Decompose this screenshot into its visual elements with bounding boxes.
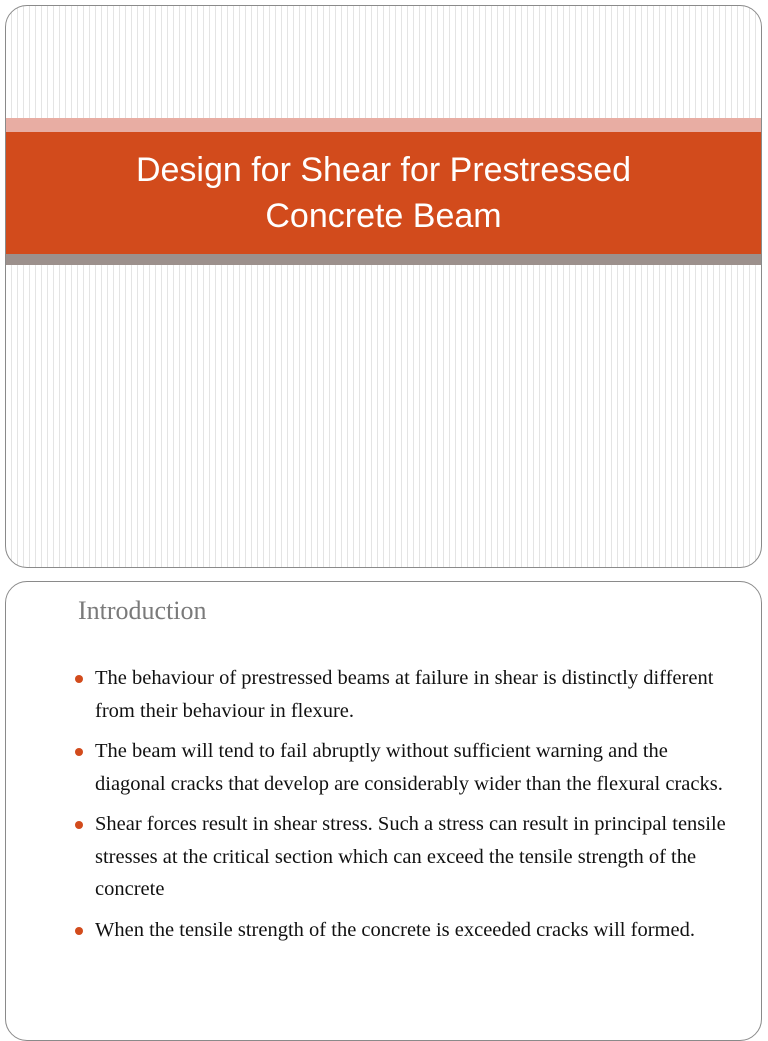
slide-heading: Introduction [78,596,207,625]
bullet-dot-icon [75,748,83,756]
bullet-text: The beam will tend to fail abruptly without sufficient warning and the diagonal cracks that develop are considerably wider than the flexural cracks. [95,740,723,795]
title-slide [5,5,762,568]
bullet-item [74,735,734,800]
bullet-item [74,662,734,727]
bullet-text: The behaviour of prestressed beams at failure in shear is distinctly different from their behaviour in flexure. [95,667,714,722]
bullet-item [74,914,734,947]
bullet-dot-icon [75,927,83,935]
bullet-text: Shear forces result in shear stress. Such a stress can result in principal tensile stresses at the critical section which can exceed the tensile strength of the concrete [95,813,726,900]
bullet-item [74,808,734,906]
content-slide [5,581,762,1041]
bullet-dot-icon [75,675,83,683]
title-band [6,132,761,254]
bullet-text: When the tensile strength of the concrete is exceeded cracks will formed. [95,918,695,941]
slide-title: Design for Shear for Prestressed Concrete Beam [135,151,632,235]
gray-accent-stripe [6,254,761,265]
pink-accent-stripe [6,118,761,132]
bullet-dot-icon [75,821,83,829]
bullet-list [74,662,734,954]
